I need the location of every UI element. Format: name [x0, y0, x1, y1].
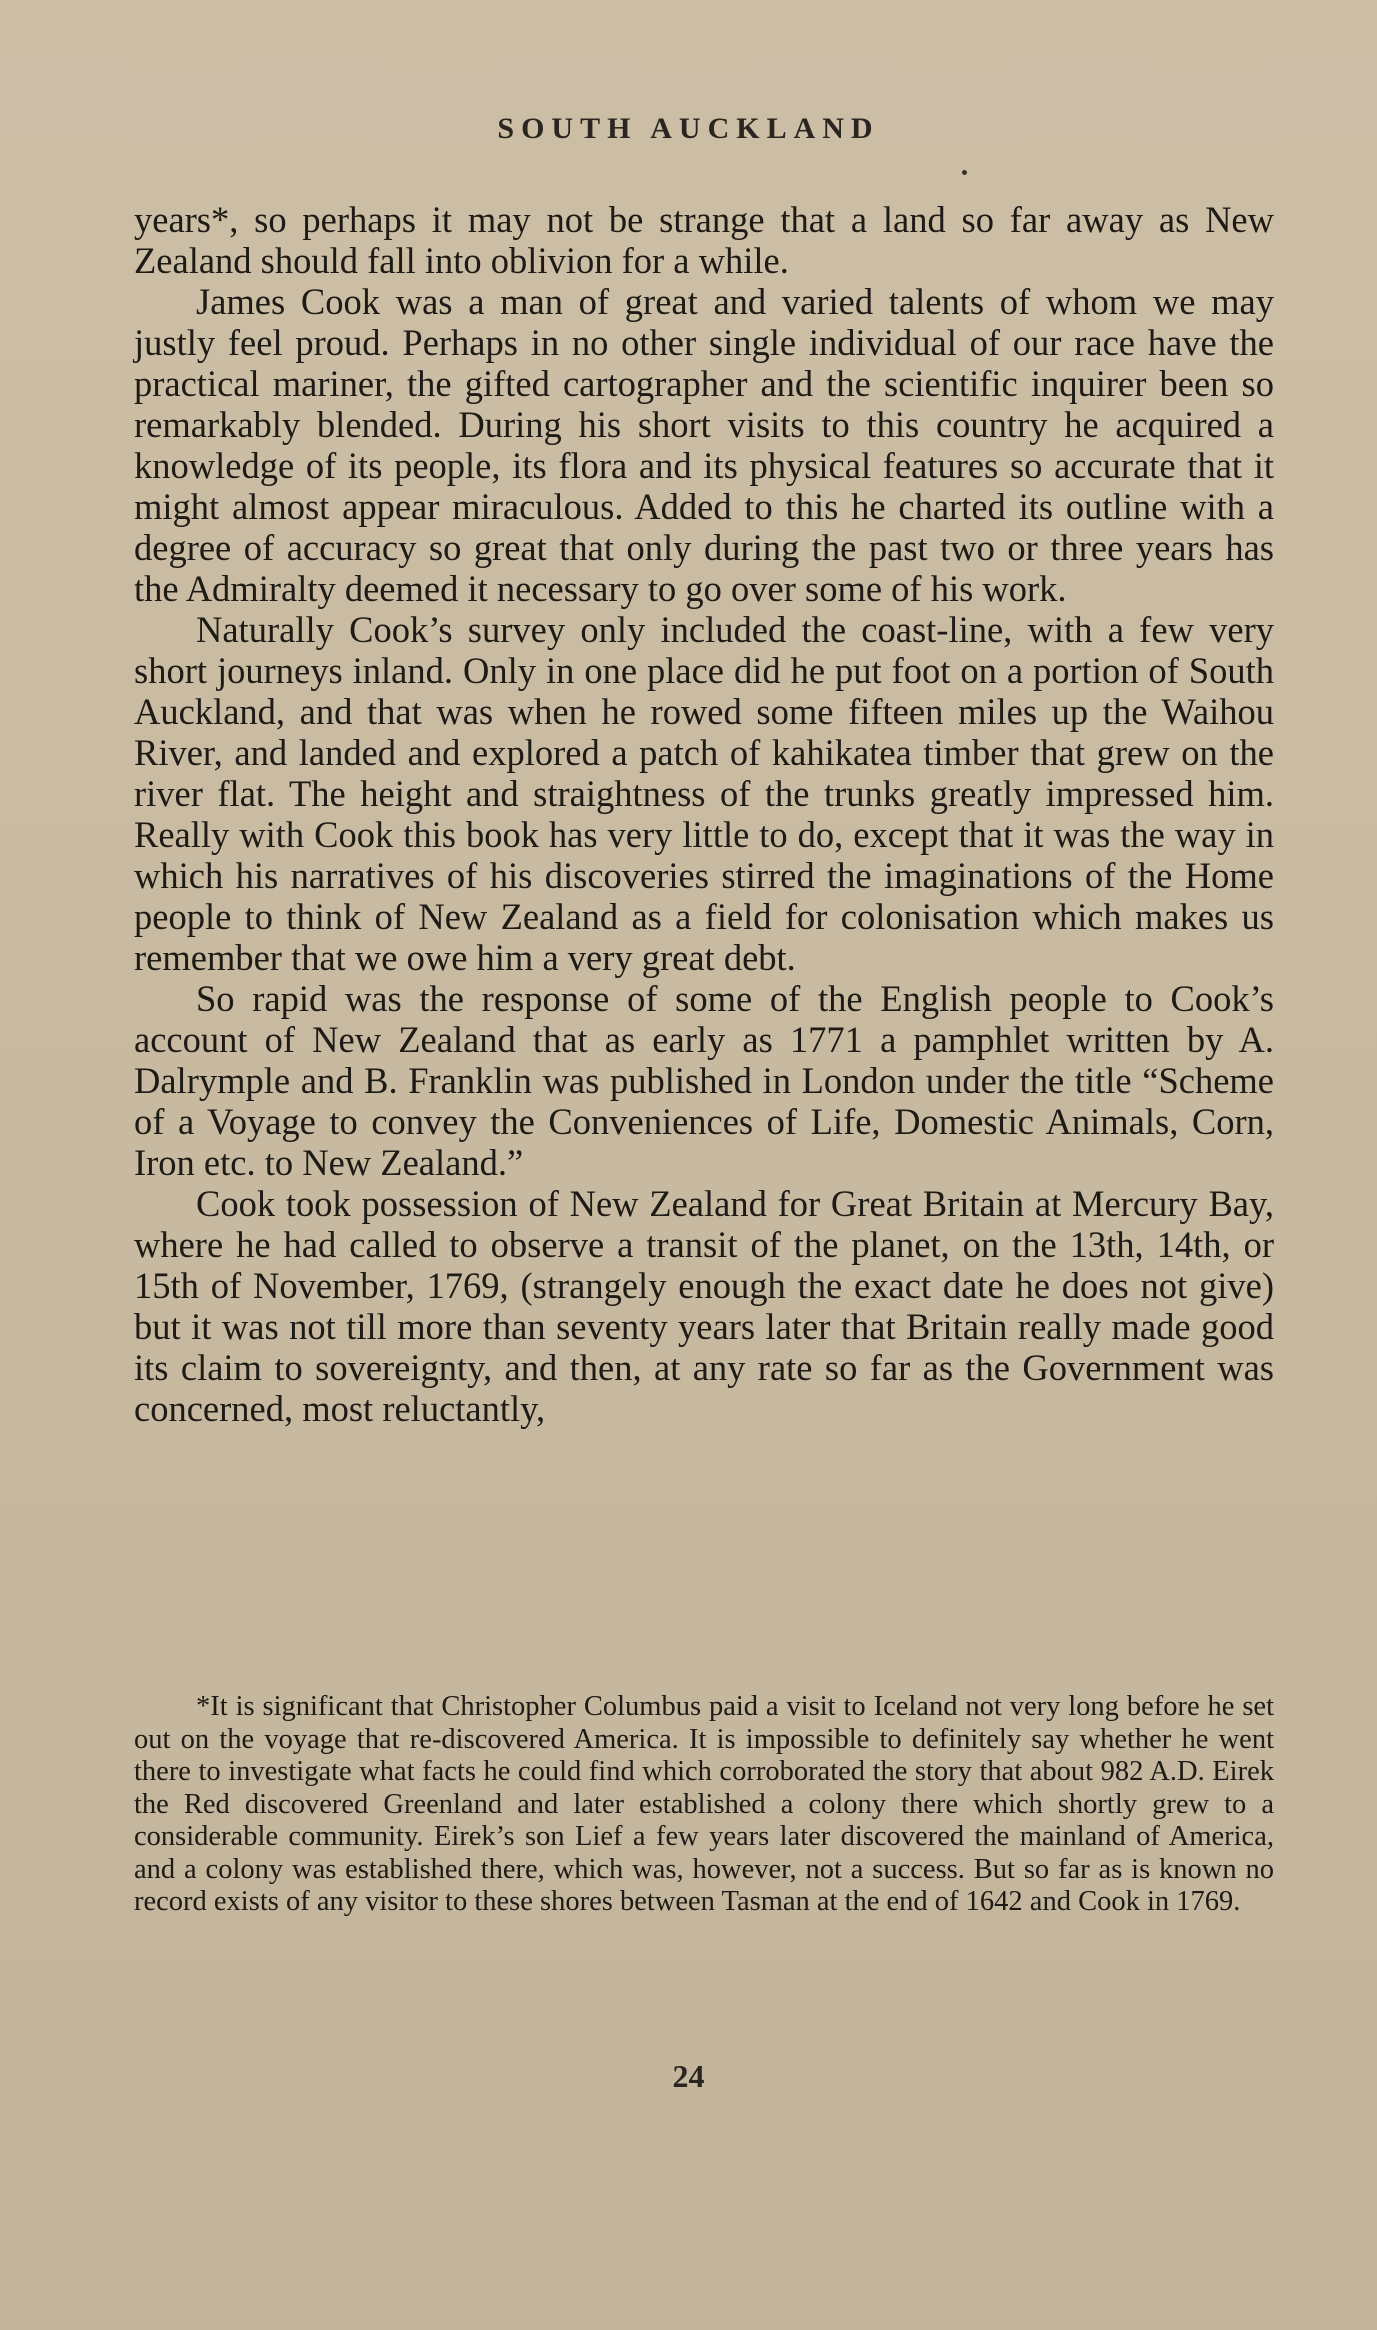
footnote-text: *It is significant that Christopher Columbus paid a visit to Iceland not very long before he set out on the voyage that re-discovered America. It is impossible to definitely say whether he went there to investigate what facts he could find which corroborated the story that about 982 A.D. Eirek the Red discovered Greenland and later established a colony there which shortly grew to a considerable community. Eirek’s son Lief a few years later discovered the mainland of America, and a colony was established there, which was, however, not a success. But so far as is known no record exists of any visitor to these shores between Tasman at the end of 1642 and Cook in 1769. [134, 1691, 1274, 1917]
paragraph-cook-survey: Naturally Cook’s survey only included the coast-line, with a few very short journeys inland. Only in one place did he put foot on a portion of South Auckland, and that was when he rowed some fifteen miles up the Waihou River, and landed and explored a patch of kahikatea timber that grew on the river flat. The height and straightness of the trunks greatly impressed him. Really with Cook this book has very little to do, except that it was the way in which his narratives of his discoveries stirred the imaginations of the Home people to think of New Zealand as a field for colonisation which makes us remember that we owe him a very great debt. [134, 609, 1274, 978]
page-number: 24 [672, 2058, 705, 2094]
footnote [134, 1691, 1274, 1919]
running-header: SOUTH AUCKLAND [497, 112, 880, 145]
paragraph-cook-talents: James Cook was a man of great and varied talents of whom we may justly feel proud. Perhaps in no other single individual of our race have the practical mariner, the gifted cartographer and the scientific inquirer been so remarkably blended. During his short visits to this country he acquired a knowledge of its people, its flora and its physical features so accurate that it might almost appear miraculous. Added to this he charted its outline with a degree of accuracy so great that only during the past two or three years has the Admiralty deemed it necessary to go over some of his work. [134, 281, 1274, 609]
paragraph-pamphlet: So rapid was the response of some of the English people to Cook’s account of New Zealand that as early as 1771 a pamphlet written by A. Dalrymple and B. Franklin was published in London under the title “Scheme of a Voyage to convey the Conveniences of Life, Domestic Animals, Corn, Iron etc. to New Zealand.” [134, 978, 1274, 1183]
paragraph-possession: Cook took possession of New Zealand for Great Britain at Mercury Bay, where he had called to observe a transit of the planet, on the 13th, 14th, or 15th of November, 1769, (strangely enough the exact date he does not give) but it was not till more than seventy years later that Britain really made good its claim to sovereignty, and then, at any rate so far as the Government was concerned, most reluctantly, [134, 1183, 1274, 1429]
paragraph-continuation: years*, so perhaps it may not be strange that a land so far away as New Zealand should fall into oblivion for a while. [134, 199, 1274, 281]
ink-speck [962, 170, 967, 175]
main-text [134, 199, 1274, 1429]
